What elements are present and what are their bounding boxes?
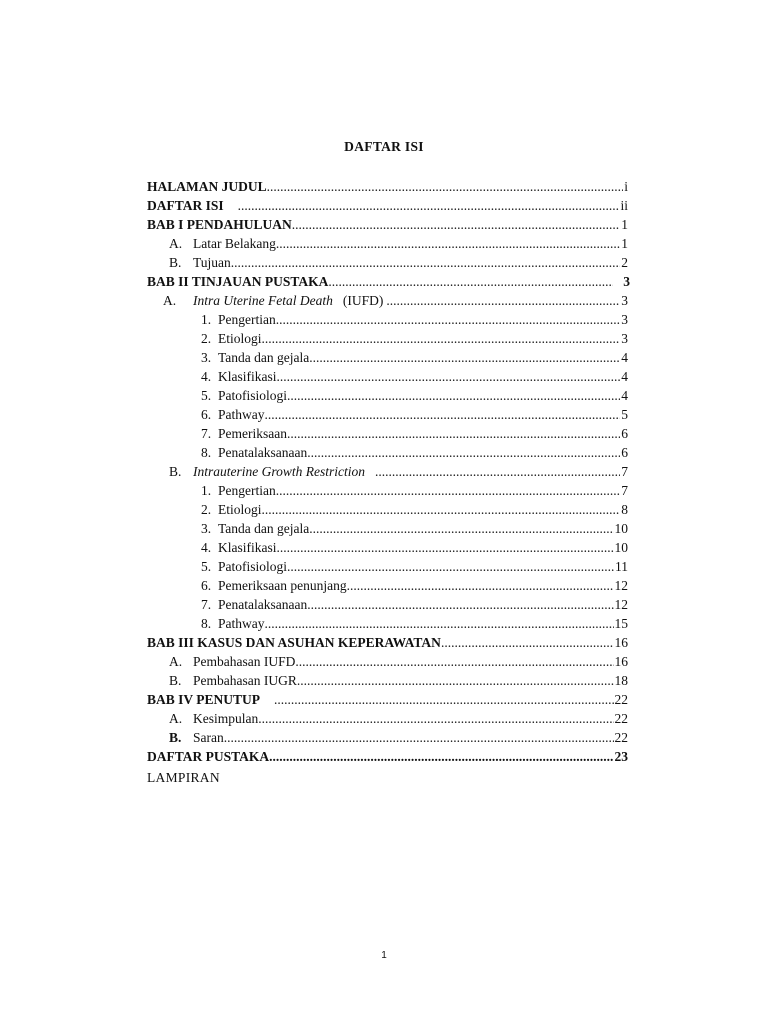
- toc-entry-page: 8: [621, 502, 628, 517]
- toc-entry-number: 8.: [201, 616, 212, 631]
- toc-entry-number: A.: [169, 711, 183, 726]
- toc-entry-page: 15: [614, 616, 628, 631]
- toc-entry[interactable]: [147, 196, 628, 215]
- toc-entry[interactable]: [201, 519, 628, 538]
- toc-entry-label: Klasifikasi: [218, 540, 277, 555]
- toc-entry-label: Pemeriksaan: [218, 426, 287, 441]
- dot-leader: [265, 614, 614, 633]
- toc-entry-label: Etiologi: [218, 331, 262, 346]
- toc-entry-label: Pathway: [218, 407, 265, 422]
- toc-entry-number: B.: [169, 255, 182, 270]
- toc-entry-suffix: (IUFD): [342, 293, 384, 308]
- dot-leader: [276, 310, 621, 329]
- toc-entry-page: 4: [621, 388, 628, 403]
- toc-entry-label: Latar Belakang: [193, 236, 276, 251]
- toc-entry-page: 1: [621, 217, 628, 232]
- toc-entry-page: 5: [621, 407, 628, 422]
- dot-leader: [287, 557, 614, 576]
- dot-leader: [276, 481, 621, 500]
- dot-leader: [307, 443, 620, 462]
- toc-entry[interactable]: [201, 424, 628, 443]
- dot-leader: [347, 576, 614, 595]
- toc-entry-page: 7: [621, 464, 628, 479]
- toc-entry-number: 2.: [201, 331, 212, 346]
- toc-entry-number: 7.: [201, 426, 212, 441]
- toc-entry-label: Pathway: [218, 616, 265, 631]
- toc-entry-page: ii: [620, 198, 628, 213]
- toc-entry-number: 4.: [201, 540, 212, 555]
- toc-entry[interactable]: [201, 367, 628, 386]
- toc-entry-number: B.: [169, 730, 182, 745]
- toc-entry-label: Pemeriksaan penunjang: [218, 578, 347, 593]
- dot-leader: [309, 348, 620, 367]
- toc-entry-number: 2.: [201, 502, 212, 517]
- toc-entry-page: 18: [614, 673, 628, 688]
- toc-entry-page: 16: [614, 635, 628, 650]
- toc-entry-label: DAFTAR ISI: [147, 198, 224, 213]
- dot-leader: [287, 386, 620, 405]
- dot-leader: [441, 633, 614, 652]
- toc-entry-label: Penatalaksanaan: [218, 445, 308, 460]
- toc-entry-number: 5.: [201, 388, 212, 403]
- toc-entry[interactable]: [169, 671, 628, 690]
- toc-entry[interactable]: [201, 557, 628, 576]
- toc-entry-label: Tanda dan gejala: [218, 350, 310, 365]
- toc-entry-label: Pembahasan IUGR: [193, 673, 297, 688]
- toc-entry-page: 4: [621, 350, 628, 365]
- toc-entry-page: i: [624, 179, 628, 194]
- lampiran-label: LAMPIRAN: [147, 770, 220, 785]
- toc-entry-label: Klasifikasi: [218, 369, 277, 384]
- toc-entry[interactable]: [147, 690, 628, 709]
- toc-entry-page: 10: [614, 521, 628, 536]
- toc-entry-label: Pembahasan IUFD: [193, 654, 296, 669]
- toc-entry-page: 3: [623, 274, 630, 289]
- toc-entry[interactable]: [201, 614, 628, 633]
- dot-leader: [258, 709, 613, 728]
- toc-entry[interactable]: [169, 234, 628, 253]
- toc-entry[interactable]: [201, 310, 628, 329]
- dot-leader: [386, 291, 620, 310]
- toc-entry[interactable]: [147, 633, 628, 652]
- toc-entry-number: 5.: [201, 559, 212, 574]
- toc-entry[interactable]: [201, 538, 628, 557]
- toc-entry-page: 12: [614, 597, 628, 612]
- toc-entry[interactable]: [169, 253, 628, 272]
- toc-entry-page: 2: [621, 255, 628, 270]
- toc-entry-number: A.: [169, 654, 183, 669]
- toc-entry-label: Pengertian: [218, 483, 276, 498]
- dot-leader: [292, 215, 620, 234]
- toc-entry[interactable]: [169, 652, 628, 671]
- toc-entry-label: Kesimpulan: [193, 711, 259, 726]
- toc-entry-label: Patofisiologi: [218, 559, 288, 574]
- dot-leader: [262, 329, 621, 348]
- dot-leader: [269, 747, 613, 766]
- toc-entry-page: 3: [621, 312, 628, 327]
- toc-entry-label: BAB I PENDAHULUAN: [147, 217, 292, 232]
- dot-leader: [295, 652, 613, 671]
- toc-entry-page: 22: [614, 730, 628, 745]
- toc-entry-page: 6: [621, 445, 628, 460]
- toc-entry-number: 6.: [201, 578, 212, 593]
- toc-entry[interactable]: [201, 443, 628, 462]
- toc-entry-label: Patofisiologi: [218, 388, 288, 403]
- toc-entry[interactable]: [169, 462, 628, 481]
- toc-entry[interactable]: [201, 500, 628, 519]
- toc-entry-page: 11: [615, 559, 628, 574]
- toc-entry-label: BAB II TINJAUAN PUSTAKA: [147, 274, 329, 289]
- dot-leader: [274, 690, 613, 709]
- dot-leader: [262, 500, 621, 519]
- toc-entry-label: Etiologi: [218, 502, 262, 517]
- dot-leader: [375, 462, 620, 481]
- toc-entry-number: 3.: [201, 350, 212, 365]
- toc-entry-number: B.: [169, 673, 182, 688]
- toc-entry-label: HALAMAN JUDUL: [147, 179, 267, 194]
- toc-entry-page: 1: [621, 236, 628, 251]
- dot-leader: [238, 196, 620, 215]
- toc-entry-page: 4: [621, 369, 628, 384]
- dot-leader: [277, 538, 614, 557]
- toc-entry-page: 7: [621, 483, 628, 498]
- dot-leader: [267, 177, 624, 196]
- toc-entry[interactable]: [147, 215, 628, 234]
- toc-entry-page: 12: [614, 578, 628, 593]
- toc-entry-number: 1.: [201, 483, 212, 498]
- toc-entry-label: DAFTAR PUSTAKA: [147, 749, 270, 764]
- toc-entry[interactable]: [147, 272, 630, 291]
- toc-entry-page: 22: [614, 692, 628, 707]
- dot-leader: [307, 595, 613, 614]
- toc-entry-page: 10: [614, 540, 628, 555]
- toc-entry[interactable]: [201, 595, 628, 614]
- toc-entry-number: 8.: [201, 445, 212, 460]
- toc-entry-page: 22: [614, 711, 628, 726]
- dot-leader: [231, 253, 620, 272]
- toc-entry[interactable]: [201, 348, 628, 367]
- dot-leader: [309, 519, 613, 538]
- toc-entry-page: 16: [614, 654, 628, 669]
- toc-entry-label: Saran: [193, 730, 224, 745]
- dot-leader: [328, 272, 613, 291]
- toc-entry-number: A.: [163, 293, 177, 308]
- toc-entry-label: Intrauterine Growth Restriction: [193, 464, 365, 479]
- dot-leader: [224, 728, 614, 747]
- toc-entry[interactable]: [201, 405, 628, 424]
- toc-entry[interactable]: [169, 709, 628, 728]
- toc-entry-page: 23: [614, 749, 628, 764]
- toc-entry-label: Intra Uterine Fetal Death: [193, 293, 333, 308]
- toc-entry-label: Tujuan: [193, 255, 231, 270]
- dot-leader: [277, 367, 621, 386]
- toc-entry-page: 3: [621, 293, 628, 308]
- dot-leader: [276, 234, 620, 253]
- toc-entry[interactable]: [163, 291, 628, 310]
- toc-entry[interactable]: [147, 747, 628, 766]
- toc-entry-number: B.: [169, 464, 182, 479]
- toc-entry[interactable]: [169, 728, 628, 747]
- dot-leader: [287, 424, 620, 443]
- toc-entry[interactable]: [147, 177, 628, 196]
- toc-entry-label: Tanda dan gejala: [218, 521, 310, 536]
- dot-leader: [265, 405, 621, 424]
- toc-entry[interactable]: [201, 576, 628, 595]
- page-title: DAFTAR ISI: [344, 139, 424, 154]
- toc-entry[interactable]: [201, 329, 628, 348]
- page-number: 1: [381, 950, 387, 961]
- toc-entry-label: Penatalaksanaan: [218, 597, 308, 612]
- toc-entry-page: 3: [621, 331, 628, 346]
- toc-entry-number: 4.: [201, 369, 212, 384]
- dot-leader: [297, 671, 614, 690]
- toc-entry[interactable]: [201, 386, 628, 405]
- toc-entry-page: 6: [621, 426, 628, 441]
- toc-entry-number: 1.: [201, 312, 212, 327]
- toc-entry[interactable]: [201, 481, 628, 500]
- toc-entry-label: BAB IV PENUTUP: [147, 692, 261, 707]
- toc-entry-label: BAB III KASUS DAN ASUHAN KEPERAWATAN: [147, 635, 441, 650]
- toc-entry-number: 6.: [201, 407, 212, 422]
- toc-entry-number: 3.: [201, 521, 212, 536]
- toc-entry-number: A.: [169, 236, 183, 251]
- toc-entry-number: 7.: [201, 597, 212, 612]
- toc-entry-label: Pengertian: [218, 312, 276, 327]
